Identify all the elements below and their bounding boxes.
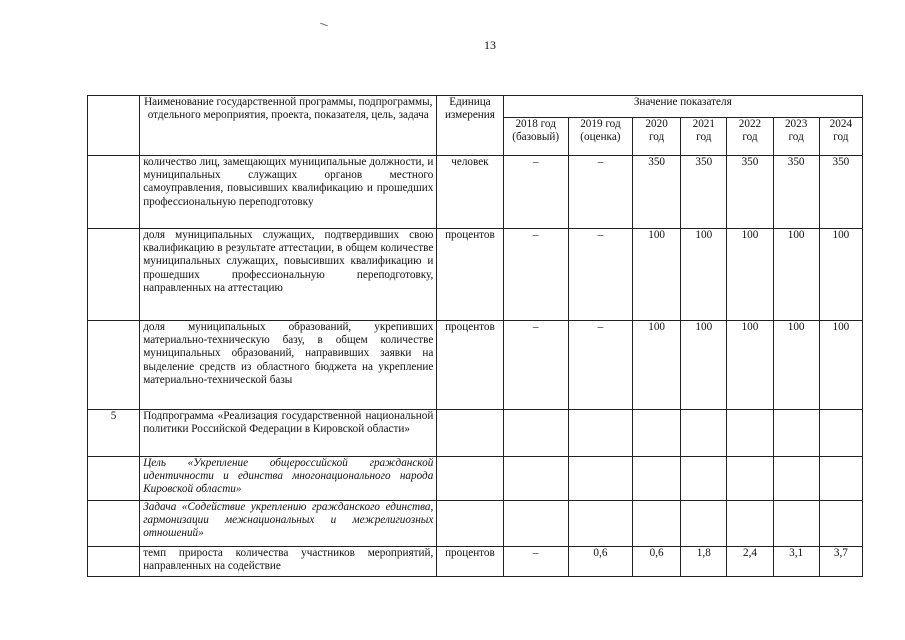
row-value	[681, 410, 727, 457]
row-num	[88, 156, 140, 229]
row-value	[819, 457, 862, 501]
header-unit-cell: Единица измерения	[437, 96, 503, 156]
row-value: 350	[633, 156, 681, 229]
row-name: доля муниципальных образований, укрепивших материально-техническую базу, в общем количестве муниципальных образований, направивших заявки на выделение средств из областного бюджета на укрепление материально-технической базы	[140, 321, 437, 410]
row-value	[633, 457, 681, 501]
row-value: 100	[633, 229, 681, 321]
row-value	[503, 457, 568, 501]
row-num	[88, 547, 140, 577]
header-year: 2018 год (базовый)	[503, 118, 568, 156]
row-value	[727, 501, 773, 547]
row-value: –	[503, 156, 568, 229]
row-name: Задача «Содействие укреплению гражданского единства, гармонизации межнациональных и межрелигиозных отношений»	[140, 501, 437, 547]
header-year: 2023 год	[773, 118, 819, 156]
table-row	[88, 457, 863, 501]
row-num	[88, 457, 140, 501]
table-row	[88, 410, 863, 457]
scan-mark	[320, 23, 328, 27]
row-unit	[437, 501, 503, 547]
row-value	[503, 501, 568, 547]
table-row	[88, 321, 863, 410]
row-unit: процентов	[437, 547, 503, 577]
row-value: –	[568, 321, 632, 410]
row-value: 100	[819, 229, 862, 321]
row-value	[773, 410, 819, 457]
header-name-cell: Наименование государственной программы, подпрограммы, отдельного мероприятия, проекта, показателя, цель, задача	[140, 96, 437, 156]
header-year: 2019 год (оценка)	[568, 118, 632, 156]
row-value	[681, 501, 727, 547]
row-value: –	[568, 229, 632, 321]
row-value: 0,6	[568, 547, 632, 577]
row-value: –	[503, 547, 568, 577]
row-value	[727, 410, 773, 457]
row-value	[819, 410, 862, 457]
row-value: –	[503, 229, 568, 321]
row-name: количество лиц, замещающих муниципальные должности, и муниципальных служащих органов местного самоуправления, повысивших квалификацию и прошедших профессиональную переподготовку	[140, 156, 437, 229]
indicator-table	[87, 95, 863, 577]
table-row	[88, 156, 863, 229]
row-value: 350	[681, 156, 727, 229]
row-value: 350	[727, 156, 773, 229]
header-year: 2022 год	[727, 118, 773, 156]
row-name: Подпрограмма «Реализация государственной национальной политики Российской Федерации в Кировской области»	[140, 410, 437, 457]
row-value: 1,8	[681, 547, 727, 577]
row-value	[681, 457, 727, 501]
table-row	[88, 229, 863, 321]
row-name: Цель «Укрепление общероссийской гражданской идентичности и единства многонационального народа Кировской области»	[140, 457, 437, 501]
row-value	[568, 410, 632, 457]
row-value: 100	[773, 229, 819, 321]
header-num-cell	[88, 96, 140, 156]
row-value: 100	[727, 321, 773, 410]
row-value: 100	[727, 229, 773, 321]
row-value	[568, 457, 632, 501]
row-value: 100	[681, 321, 727, 410]
row-value: 100	[633, 321, 681, 410]
row-value	[773, 457, 819, 501]
row-value: 350	[773, 156, 819, 229]
row-unit	[437, 410, 503, 457]
row-unit: процентов	[437, 321, 503, 410]
row-value	[633, 501, 681, 547]
row-value: 2,4	[727, 547, 773, 577]
header-value-cell: Значение показателя	[503, 96, 862, 118]
row-num	[88, 501, 140, 547]
row-value: 100	[681, 229, 727, 321]
row-num	[88, 321, 140, 410]
row-num: 5	[88, 410, 140, 457]
header-year: 2021 год	[681, 118, 727, 156]
row-num	[88, 229, 140, 321]
row-value	[727, 457, 773, 501]
header-year: 2024 год	[819, 118, 862, 156]
row-value: 3,7	[819, 547, 862, 577]
row-value	[503, 410, 568, 457]
row-unit: процентов	[437, 229, 503, 321]
page-number: 13	[484, 38, 496, 52]
row-value: 100	[819, 321, 862, 410]
row-unit	[437, 457, 503, 501]
row-name: доля муниципальных служащих, подтвердивших свою квалификацию в результате аттестации, в общем количестве муниципальных служащих, повысивших квалификацию и прошедших профессиональную переподготовку, направленных на аттестацию	[140, 229, 437, 321]
row-value	[568, 501, 632, 547]
table-row	[88, 501, 863, 547]
row-value: 350	[819, 156, 862, 229]
row-value	[773, 501, 819, 547]
row-value: –	[503, 321, 568, 410]
row-value: –	[568, 156, 632, 229]
row-unit: человек	[437, 156, 503, 229]
row-value: 100	[773, 321, 819, 410]
row-value: 3,1	[773, 547, 819, 577]
row-value	[633, 410, 681, 457]
row-value	[819, 501, 862, 547]
header-year: 2020 год	[633, 118, 681, 156]
row-name: темп прироста количества участников мероприятий, направленных на содействие	[140, 547, 437, 577]
table-row	[88, 547, 863, 577]
row-value: 0,6	[633, 547, 681, 577]
